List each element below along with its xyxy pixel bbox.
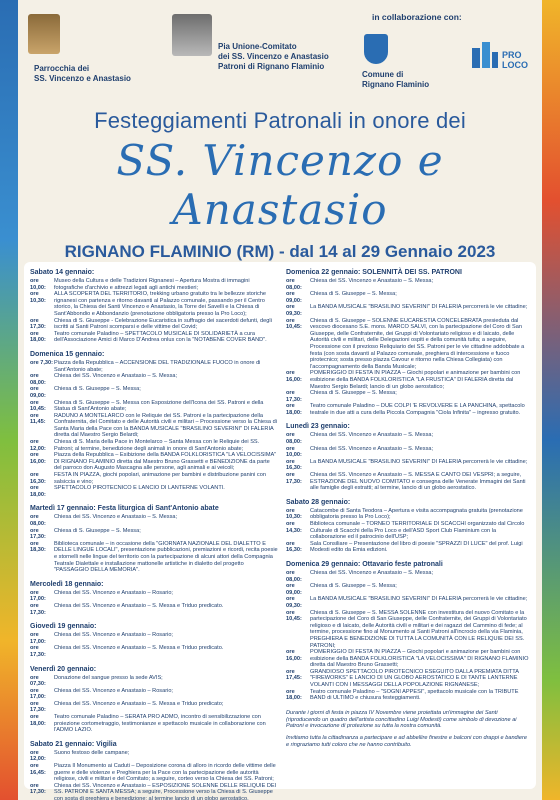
day-title: Venerdì 20 gennaio: bbox=[30, 665, 97, 673]
event-time: ore 17,30: bbox=[286, 390, 302, 403]
collab-label: in collaborazione con: bbox=[372, 12, 462, 22]
program-day bbox=[30, 580, 278, 616]
event-time: ore 17,00: bbox=[30, 632, 46, 645]
event-time: ore 10,45: bbox=[30, 399, 46, 413]
program-event bbox=[30, 688, 278, 701]
program-event bbox=[30, 472, 278, 485]
event-time: ore 09,30: bbox=[286, 596, 302, 609]
event-description: Chiesa dei SS. Vincenzo e Anastasio – S. Messa e Triduo predicato. bbox=[54, 602, 224, 609]
event-description: Donazione del sangue presso la sede AVIS; bbox=[54, 674, 163, 681]
event-description: Chiesa di S. Giuseppe – S. MESSA SOLENNE con investitura del nuovo Comitato e la partecipazione del Coro di San Giuseppe, delle Confraternite, dei Gruppi di Volontariato religioso e di laicato, delle Autorità civili e militari e dei ragazzi del Cammino di fede; al termine, processione fino al Monumento ai Santi Patroni all'incrocio della via Flaminia, PREGHIERA E BENEDIZIONE DI TUTTA LA COMUNITÀ CON LE RELIQUIE DEI SS. PATRONI; bbox=[310, 609, 527, 649]
event-description: Chiesa di S. Giuseppe – S. Messa; bbox=[310, 390, 397, 397]
day-title: Mercoledì 18 gennaio: bbox=[30, 580, 104, 588]
event-time: ore 16,30: bbox=[286, 540, 302, 554]
day-title: Sabato 21 gennaio: Vigilia bbox=[30, 740, 117, 748]
event-time: ore 10,00: bbox=[286, 445, 302, 459]
program-event bbox=[30, 318, 278, 331]
program-event bbox=[30, 714, 278, 734]
decorative-band-left bbox=[0, 0, 18, 800]
program-event bbox=[286, 403, 530, 416]
title-block bbox=[22, 100, 538, 262]
event-dates: RIGNANO FLAMINIO (RM) - dal 14 al 29 Gennaio 2023 bbox=[64, 242, 496, 261]
event-time: ore 10,45: bbox=[286, 609, 302, 623]
note-paragraph: Durante i giorni di festa in piazza IV Novembre viene proiettata un'immagine dei Santi (riproducendo un quadro dell'artista concittadino Luigi Modesti) come simbolo di devozione ai Patroni e invocazione di protezione su tutta la nostra comunità. bbox=[286, 709, 517, 730]
program-day bbox=[30, 350, 278, 498]
event-description: La BANDA MUSICALE "BRASILINO SEVERINI" DI FALERIA percorrerà le vie cittadine; bbox=[310, 458, 528, 465]
event-description: Chiesa dei SS. Vincenzo e Anastasio – S. Messa; bbox=[310, 432, 434, 439]
title-line-2: SS. Vincenzo e Anastasio bbox=[116, 136, 444, 234]
program-event bbox=[30, 278, 278, 291]
day-title: Giovedì 19 gennaio: bbox=[30, 623, 97, 631]
event-time: ore 12,00: bbox=[30, 439, 46, 452]
event-time: ore 08,00: bbox=[286, 569, 302, 583]
event-description: Biblioteca comunale – TORNEO TERRITORIALE DI SCACCHI organizzato dal Circolo Culturale di Scacchi della Pro Loco e dell'ASD Sport Club Flaminium con la collaborazione ed il patrocinio dell'USP; bbox=[310, 521, 525, 541]
event-description: Teatro comunale Paladino – "SOGNI APPESI", spettacolo musicale con la TRIBUTE BAND di ULTIMO e chiusura festeggiamenti. bbox=[310, 688, 519, 702]
event-time: ore 07,30: bbox=[30, 674, 46, 688]
program-event bbox=[286, 541, 530, 554]
program-event bbox=[30, 439, 278, 452]
event-description: POMERIGGIO DI FESTA IN PIAZZA – Giochi popolari e animazione per bambini con esibizione della BANDA FOLKLORISTICA "LA FRUSTICA" DI FALERIA diretta dal Maestro Sergio Belardi; lancio di un globo aerostatico; bbox=[310, 370, 521, 390]
event-time: ore 16,30: bbox=[30, 472, 46, 485]
program-event bbox=[286, 521, 530, 541]
parish-name: Parrocchia dei SS. Vincenzo e Anastasio bbox=[34, 64, 131, 83]
event-time: ore 18,00: bbox=[30, 330, 46, 344]
event-time: ore 17,30: bbox=[30, 700, 46, 714]
event-time: ore 09,00: bbox=[30, 386, 46, 399]
program-event bbox=[286, 459, 530, 472]
event-time: ore 18,30: bbox=[30, 540, 46, 554]
program-event bbox=[30, 675, 278, 688]
event-description: Chiesa di S. Giuseppe – S. Messa con Esposizione dell'Icona dei SS. Patroni e della Statua di Sant'Antonio abate; bbox=[54, 399, 264, 413]
event-description: Piazza della Repubblica – Esibizione della BANDA FOLKLORISTICA "LA VELOCISSIMA" DI RIGNANO FLAMINIO diretta dal Maestro Bruno Grassetti e BENEDIZIONE da parte del parroco don Augusto Mascagna alle persone, agli animali e ai veicoli; bbox=[54, 452, 277, 472]
event-time: ore 18,00: bbox=[286, 403, 302, 416]
event-time: ore 7,30: bbox=[30, 359, 54, 366]
event-description: Chiesa dei SS. Vincenzo e Anastasio – S. Messa; bbox=[54, 373, 178, 380]
event-description: Piazza della Repubblica – ACCENSIONE DEL TRADIZIONALE FUOCO in onore di Sant'Antonio abate; bbox=[54, 359, 261, 373]
program-event bbox=[30, 763, 278, 783]
event-description: Chiesa dei SS. Vincenzo e Anastasio – Rosario; bbox=[54, 589, 173, 596]
program-event bbox=[30, 485, 278, 498]
event-description: GRANDIOSO SPETTACOLO PIROTECNICO ESEGUITO DALLA PREMIATA DITTA "FIREWORKS" E LANCIO DI UN GLOBO AEROSTATICO E DI TANTE LANTERNE VOLANTI CON I MESSAGGI DELLA POPOLAZIONE RIGNANESE; bbox=[310, 668, 519, 689]
event-time: ore 16,30: bbox=[286, 458, 302, 472]
event-description: Chiesa dei SS. Vincenzo e Anastasio – S. Messa e Triduo predicato; bbox=[54, 700, 224, 707]
day-title: Domenica 29 gennaio: Ottavario feste patronali bbox=[286, 560, 443, 568]
program-event bbox=[286, 446, 530, 459]
program-event bbox=[30, 590, 278, 603]
event-description: Biblioteca comunale – in occasione della "GIORNATA NAZIONALE DEL DIALETTO E DELLE LINGUE LOCALI", presentazione pubblicazioni, premiazioni e ricordi, recita poesie e stornelli nelle lingue del territorio con la partecipazione di alcuni attori della Compagnia Teatrale Dialettale e installazione mattonelle artistiche in dialetto del progetto "PASSAGGIO DELLA MEMORIA". bbox=[54, 540, 278, 574]
program-event bbox=[30, 541, 278, 574]
program-event bbox=[286, 370, 530, 390]
event-time: ore 08,00: bbox=[286, 278, 302, 291]
event-time: ore 10,00: bbox=[30, 278, 46, 291]
event-description: RADUNO A MONTELARCO con le Reliquie dei SS. Patroni e la partecipazione della Confraternita, del Comitato e delle Autorità civili e militari – Processione verso la Chiesa di Santa Maria della Pace con la BANDA MUSICALE "BRASILINO SEVERINI" DI FALERIA diretta dal Maestro Sergio Belardi; bbox=[54, 412, 277, 439]
program-event bbox=[286, 610, 530, 650]
event-description: Chiesa dei SS. Vincenzo e Anastasio – Rosario; bbox=[54, 632, 173, 639]
event-time: ore 09,30: bbox=[286, 304, 302, 317]
event-time: ore 17,00: bbox=[30, 589, 46, 603]
event-description: SPETTACOLO PIROTECNICO E LANCIO DI LANTERNE VOLANTI. bbox=[54, 485, 225, 492]
event-description: Chiesa dei SS. Vincenzo e Anastasio – S. Messa; bbox=[54, 514, 178, 521]
event-time: ore 18,00: bbox=[30, 485, 46, 498]
day-title: Sabato 28 gennaio: bbox=[286, 498, 351, 506]
event-time: ore 18,00: bbox=[286, 688, 302, 702]
parish-logo bbox=[28, 14, 60, 54]
event-time: ore 11,45: bbox=[30, 412, 46, 426]
header bbox=[22, 8, 538, 98]
event-description: Chiesa di S. Giuseppe - Celebrazione Eucaristica in suffragio dei sacerdoti defunti, degli iscritti ai Santi Patroni scomparsi e delle vittime del Covid; bbox=[54, 317, 272, 331]
event-time: ore 17,45: bbox=[286, 668, 302, 682]
program-day bbox=[286, 560, 530, 702]
event-description: Piazza Il Monumento ai Caduti – Deposizione corona di alloro in ricordo delle vittime delle guerre e delle violenze e Preghiera per la Pace con la partecipazione delle autorità religiose, civili e militari e del Comitato; a seguire, corteo verso la Chiesa dei SS. Patroni; bbox=[54, 763, 276, 783]
proloco-name: PRO LOCO bbox=[502, 50, 528, 70]
program-event bbox=[30, 452, 278, 472]
program-event bbox=[286, 669, 530, 689]
event-description: Chiesa di S. Giuseppe – S. Messa; bbox=[310, 291, 397, 298]
day-title: Domenica 15 gennaio: bbox=[30, 350, 105, 358]
program-event bbox=[286, 432, 530, 445]
day-title: Domenica 22 gennaio: SOLENNITÀ DEI SS. PATRONI bbox=[286, 269, 462, 276]
event-description: FESTA IN PIAZZA, giochi popolari, animazione per bambini e distribuzione panini con salsiccia e vino; bbox=[54, 472, 266, 485]
program-event bbox=[286, 291, 530, 304]
event-time: ore 16,00: bbox=[30, 452, 46, 465]
program-event bbox=[30, 373, 278, 386]
event-time: ore 09,00: bbox=[286, 583, 302, 596]
event-time: ore 12,00: bbox=[30, 749, 46, 763]
program-day bbox=[286, 422, 530, 491]
program-event bbox=[30, 331, 278, 344]
program-event bbox=[286, 508, 530, 521]
event-time: ore 10,30: bbox=[30, 291, 46, 304]
event-description: Chiesa dei SS. Vincenzo e Anastasio – S. Messa e Triduo predicato. bbox=[54, 645, 224, 652]
program-day bbox=[30, 268, 278, 344]
program-event bbox=[30, 514, 278, 527]
event-description: Chiesa dei SS. Vincenzo e Anastasio – S. MESSA E CANTO DEI VESPRI; a seguire, ESTRAZIONE DEL NUOVO COMITATO e consegna delle Venerate Immagini dei Santi alle famiglie degli estratti; al termine, lancio di un globo aerostatico. bbox=[310, 472, 526, 492]
program-event bbox=[30, 750, 278, 763]
program-event bbox=[286, 649, 530, 669]
program-event bbox=[286, 689, 530, 702]
day-title: Sabato 14 gennaio: bbox=[30, 269, 95, 276]
event-description: Chiesa di S. Giuseppe – S. Messa; bbox=[310, 583, 397, 590]
event-description: Suono festoso delle campane; bbox=[54, 749, 130, 756]
event-description: Teatro comunale Paladino – SERATA PRO ADMO, incontro di sensibilizzazione con proiezione cortometraggio, testimonianze e spettacolo musicale in collaborazione con l'ADMO LAZIO. bbox=[54, 714, 266, 734]
event-time: ore 17,00: bbox=[30, 687, 46, 701]
event-description: Teatro comunale Paladino – SPETTACOLO MUSICALE DI SOLIDARIETÀ a cura dell'Associazione Amici di Marco D'Andrea onlus con la "NOTABENE COVER BAND". bbox=[54, 330, 267, 344]
event-time: ore 18,00: bbox=[30, 714, 46, 727]
program-day bbox=[30, 622, 278, 658]
event-time: ore 17,30: bbox=[30, 782, 46, 796]
event-time: ore 16,45: bbox=[30, 763, 46, 776]
program-event bbox=[286, 278, 530, 291]
event-time: ore 10,45: bbox=[286, 317, 302, 331]
event-description: Museo della Cultura e delle Tradizioni Rignanesi – Apertura Mostra di immagini fotografiche d'archivio e attrezzi legati agli antichi mestieri; bbox=[54, 278, 250, 291]
event-description: Chiesa di S. Giuseppe – S. Messa; bbox=[54, 527, 141, 534]
program-panel bbox=[24, 262, 536, 800]
event-time: ore 17,30: bbox=[30, 602, 46, 616]
event-description: POMERIGGIO DI FESTA IN PIAZZA – Giochi popolari e animazione per bambini con esibizione della BANDA FOLKLORISTICA "LA VELOCISSIMA" DI RIGNANO FLAMINIO diretta dal Maestro Bruno Grassetti; bbox=[310, 649, 529, 669]
note-paragraph: Invitiamo tutta la cittadinanza a partecipare e ad abbellire finestre e balconi con drappi e bandiere e ringraziamo tutti coloro che ne hanno contribuito. bbox=[286, 735, 527, 749]
program-day bbox=[286, 498, 530, 554]
program-event bbox=[30, 386, 278, 399]
program-event bbox=[30, 632, 278, 645]
event-description: Chiesa dei SS. Vincenzo e Anastasio – S. Messa; bbox=[310, 445, 434, 452]
event-time: ore 08,00: bbox=[30, 373, 46, 386]
event-time: ore 17,30: bbox=[30, 527, 46, 541]
event-description: Teatro comunale Paladino – DUE COLPI 'E REVOLVERE E LA PANCHINA, spettacolo teatrale in due atti a cura della Piccola Compagnia "Ciola Infinita" – ingresso gratuito. bbox=[310, 403, 525, 416]
program-event bbox=[30, 603, 278, 616]
event-description: La BANDA MUSICALE "BRASILINO SEVERINI" DI FALERIA percorrerà le vie cittadine; bbox=[310, 304, 528, 311]
right-days-container bbox=[286, 268, 530, 702]
comune-name: Comune di Rignano Flaminio bbox=[362, 70, 430, 89]
event-time: ore 14,30: bbox=[286, 521, 302, 534]
program-column-right bbox=[286, 268, 530, 754]
day-title: Martedì 17 gennaio: Festa liturgica di Sant'Antonio abate bbox=[30, 505, 219, 513]
event-description: Chiesa dei SS. Vincenzo e Anastasio – Rosario; bbox=[54, 687, 173, 694]
event-description: Catacombe di Santa Teodora – Apertura e visita accompagnata gratuita (prenotazione obbligatoria presso la Pro Loco); bbox=[310, 507, 523, 521]
program-event bbox=[30, 645, 278, 658]
event-time: ore 16,00: bbox=[286, 370, 302, 383]
program-event bbox=[30, 528, 278, 541]
program-event bbox=[286, 596, 530, 609]
event-time: ore 08,00: bbox=[30, 514, 46, 527]
event-description: La BANDA MUSICALE "BRASILINO SEVERINI" DI FALERIA percorrerà le vie cittadine; bbox=[310, 596, 528, 603]
event-time: ore 17,30: bbox=[30, 645, 46, 658]
program-day bbox=[30, 740, 278, 800]
event-time: ore 17,30: bbox=[30, 317, 46, 331]
program-event bbox=[30, 400, 278, 413]
day-title: Lunedì 23 gennaio: bbox=[286, 423, 350, 431]
comune-crest-icon bbox=[364, 34, 388, 64]
event-time: ore 17,30: bbox=[286, 472, 302, 485]
program-day bbox=[30, 504, 278, 573]
program-event bbox=[286, 304, 530, 317]
event-description: Sala Consiliare – Presentazione del libro di poesie "SPRAZZI DI LUCE" del prof. Luigi Modesti edito da Emia edizioni. bbox=[310, 540, 523, 554]
event-time: ore 10,30: bbox=[286, 507, 302, 521]
event-time: ore 09,00: bbox=[286, 291, 302, 304]
title-line-1: Festeggiamenti Patronali in onore dei bbox=[94, 108, 466, 133]
union-name: Pia Unione-Comitato dei SS. Vincenzo e Anastasio Patroni di Rignano Flaminio bbox=[218, 42, 329, 71]
event-description: Chiesa dei SS. Vincenzo e Anastasio – S. Messa; bbox=[310, 569, 434, 576]
notes-block bbox=[286, 710, 530, 749]
program-event bbox=[286, 570, 530, 583]
program-event bbox=[286, 583, 530, 596]
event-description: Chiesa dei SS. Vincenzo e Anastasio – ESPOSIZIONE SOLENNE DELLE RELIQUIE DEI SS. PATRONI E SANTA MESSA; a seguire, Processione verso la Chiesa di S. Giuseppe con sosta di preghiera e benedizione; al termine lancio di un globo aerostatico. bbox=[54, 782, 277, 800]
program-event bbox=[30, 701, 278, 714]
program-event bbox=[30, 783, 278, 800]
program-event bbox=[286, 318, 530, 371]
event-time: ore 16,00: bbox=[286, 649, 302, 662]
event-description: Chiesa di S. Giuseppe – SOLENNE EUCARESTIA CONCELEBRATA presieduta dal vescovo diocesano S.E. mons. MARCO SALVI, con la partecipazione del Coro di San Giuseppe, delle Confraternite, dei Gruppi di Volontariato religioso e di laicato, delle Autorità civili e militari, delle Delegazioni ospiti e della comunità tutta; a seguire, Processione con il prezioso Reliquiario dei SS. Patroni per le vie cittadine addobbate a festa (con sosta davanti al Palazzo comunale, preghiera di intercessione e fuoco pirotecnico; sosta presso piazza Cavour e ritorno nella Chiesa Collegiata) con l'accompagnamento della Banda Musicale; bbox=[310, 317, 525, 370]
event-description: Chiesa dei SS. Vincenzo e Anastasio – S. Messa; bbox=[310, 278, 434, 284]
event-description: ALLA SCOPERTA DEL TERRITORIO, trekking urbano gratuito tra le bellezze storiche rignanesi con partenza e ritorno davanti al Palazzo comunale, passando per il Centro storico, la Chiesa dei Santi Vincenzo e Anastasio, la Torre dei Savelli e la Chiesa di Sant'Abbondio e Abbondanzio (prenotazione obbligatoria presso la Pro Loco); bbox=[54, 291, 267, 317]
event-time: ore 08,00: bbox=[286, 432, 302, 446]
program-event bbox=[286, 390, 530, 403]
decorative-band-right bbox=[542, 0, 560, 800]
program-column-left bbox=[30, 268, 278, 800]
program-day bbox=[30, 665, 278, 734]
program-day bbox=[286, 268, 530, 416]
program-event bbox=[30, 291, 278, 317]
union-logo bbox=[172, 14, 212, 56]
program-event bbox=[286, 472, 530, 492]
event-description: Chiesa di S. Giuseppe – S. Messa; bbox=[54, 386, 141, 393]
event-description: Chiesa di S. Maria della Pace in Montelarco – Santa Messa con le Reliquie dei SS. Patroni; al termine, benedizione degli animali in onore di Sant'Antonio abate; bbox=[54, 439, 260, 452]
program-event bbox=[30, 413, 278, 439]
program-event bbox=[30, 360, 278, 373]
